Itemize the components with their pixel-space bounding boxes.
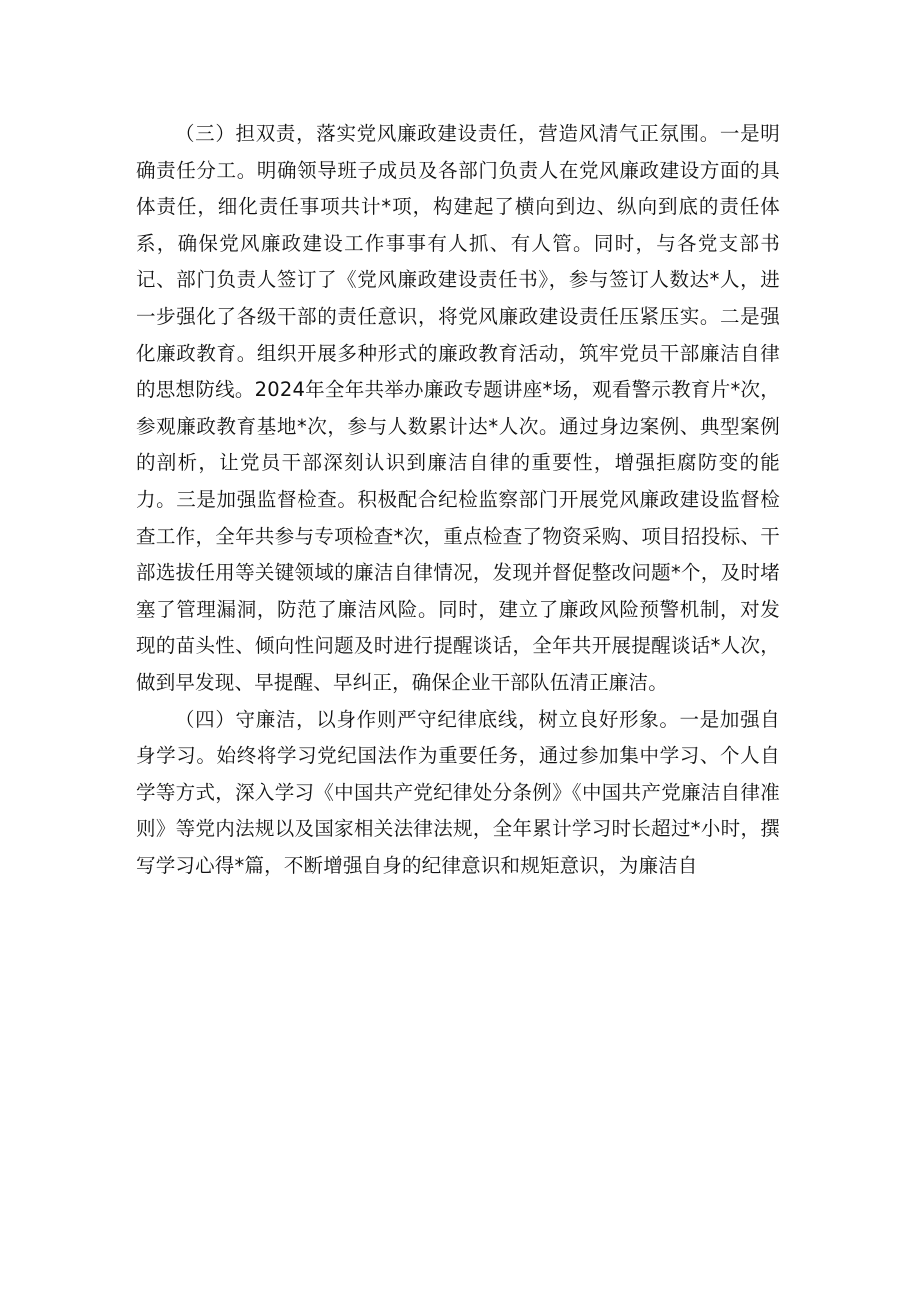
paragraph-section-three: （三）担双责，落实党风廉政建设责任，营造风清气正氛围。一是明确责任分工。明确领导班子成员及各部门负责人在党风廉政建设方面的具体责任，细化责任事项共计*项，构建起了横向到边、纵向到底的责任体系，确保党风廉政建设工作事事有人抓、有人管。同时，与各党支部书记、部门负责人签订了《党风廉政建设责任书》，参与签订人数达*人，进一步强化了各级干部的责任意识，将党风廉政建设责任压紧压实。二是强化廉政教育。组织开展多种形式的廉政教育活动，筑牢党员干部廉洁自律的思想防线。2024年全年共举办廉政专题讲座*场，观看警示教育片*次，参观廉政教育基地*次，参与人数累计达*人次。通过身边案例、典型案例的剖析，让党员干部深刻认识到廉洁自律的重要性，增强拒腐防变的能力。三是加强监督检查。积极配合纪检监察部门开展党风廉政建设监督检查工作，全年共参与专项检查*次，重点检查了物资采购、项目招投标、干部选拔任用等关键领域的廉洁自律情况，发现并督促整改问题*个，及时堵塞了管理漏洞，防范了廉洁风险。同时，建立了廉政风险预警机制，对发现的苗头性、倾向性问题及时进行提醒谈话，全年共开展提醒谈话*人次，做到早发现、早提醒、早纠正，确保企业干部队伍清正廉洁。: [136, 122, 780, 694]
paragraph-section-four: （四）守廉洁，以身作则严守纪律底线，树立良好形象。一是加强自身学习。始终将学习党纪国法作为重要任务，通过参加集中学习、个人自学等方式，深入学习《中国共产党纪律处分条例》《中国共产党廉洁自律准则》等党内法规以及国家相关法律法规，全年累计学习时长超过*小时，撰写学习心得*篇，不断增强自身的纪律意识和规矩意识，为廉洁自: [136, 707, 780, 877]
document-body: [136, 116, 780, 884]
